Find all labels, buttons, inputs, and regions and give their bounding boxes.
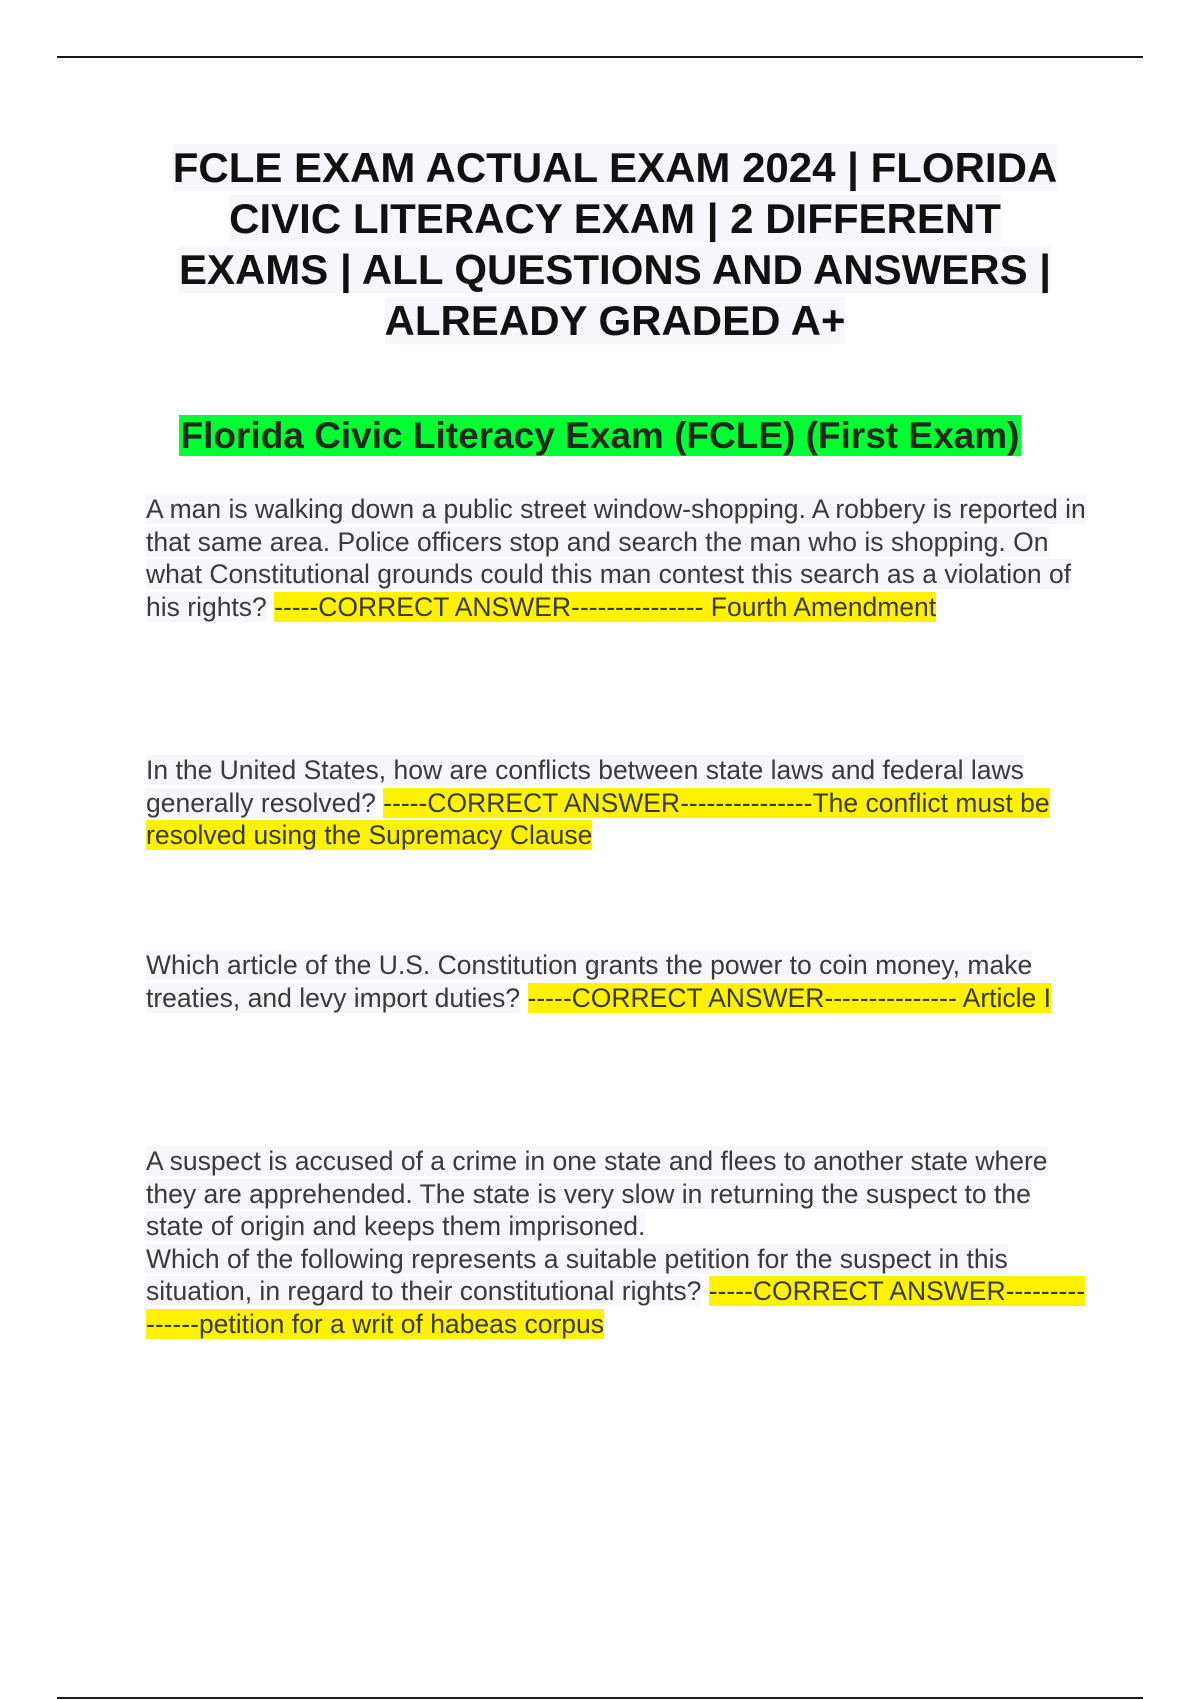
title-line-1: FCLE EXAM ACTUAL EXAM 2024 | FLORIDA	[172, 144, 1058, 191]
title-line-4: ALREADY GRADED A+	[384, 297, 846, 344]
question-block-3	[146, 949, 1091, 1014]
question-text: Which article of the U.S. Constitution grants the power to coin money, make treaties, and levy import duties?	[146, 950, 1033, 1013]
question-block-2	[146, 754, 1091, 852]
correct-answer: -----CORRECT ANSWER--------------- Article I	[527, 982, 1052, 1013]
question-text: A man is walking down a public street window-shopping. A robbery is reported in that same area. Police officers stop and search the man who is shopping. On what Constitutional grounds could this man contest this search as a violation of his rights?	[146, 494, 1086, 622]
question-text-part-1: A suspect is accused of a crime in one state and flees to another state where they are apprehended. The state is very slow in returning the suspect to the state of origin and keeps them imprisoned.	[146, 1146, 1048, 1242]
bottom-rule	[57, 1697, 1143, 1699]
section-heading	[0, 412, 1200, 460]
question-text-part-2: Which of the following represents a suitable petition for the suspect in this situation, in regard to their constitutional rights?	[146, 1243, 1008, 1307]
top-rule	[57, 56, 1143, 58]
correct-answer: -----CORRECT ANSWER---------------The conflict must be resolved using the Supremacy Clause	[146, 787, 1050, 851]
document-title	[140, 142, 1090, 346]
section-heading-text: Florida Civic Literacy Exam (FCLE) (First Exam)	[180, 415, 1020, 456]
title-line-2: CIVIC LITERACY EXAM | 2 DIFFERENT	[229, 195, 1001, 242]
correct-answer: -----CORRECT ANSWER--------------- Fourth Amendment	[274, 591, 937, 622]
question-block-4	[146, 1145, 1091, 1341]
title-line-3: EXAMS | ALL QUESTIONS AND ANSWERS |	[178, 246, 1052, 293]
question-text: In the United States, how are conflicts between state laws and federal laws generally resolved?	[146, 755, 1024, 818]
correct-answer: -----CORRECT ANSWER---------------petition for a writ of habeas corpus	[146, 1276, 1086, 1339]
question-block-1	[146, 493, 1091, 623]
